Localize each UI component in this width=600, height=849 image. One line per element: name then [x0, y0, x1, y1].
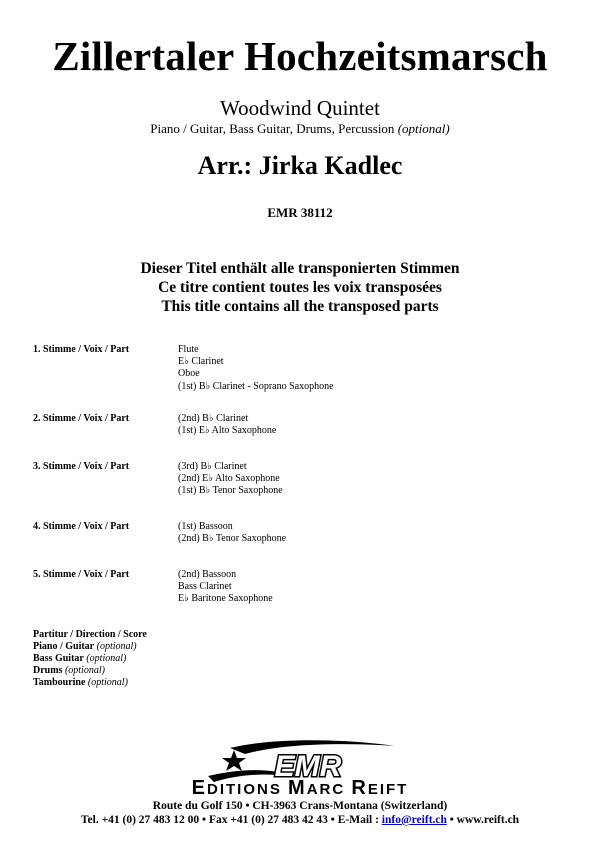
instrument-item — [178, 413, 276, 425]
instrument-name: Alto Saxophone — [214, 473, 280, 485]
instrument-item — [178, 356, 334, 368]
part-label: 5. Stimme / Voix / Part — [33, 569, 130, 580]
score-item-name: Piano / Guitar — [33, 641, 95, 652]
part-instruments — [178, 344, 334, 393]
score-item — [33, 677, 147, 689]
instrument-prefix: (2nd) — [178, 413, 200, 424]
instrument-item — [178, 485, 283, 497]
instrument-prefix: (1st) — [178, 485, 197, 497]
score-item — [33, 653, 147, 665]
instrumentation-optional: (optional) — [397, 121, 450, 136]
instrument-item — [178, 425, 276, 437]
instrument-name: Clarinet - Soprano Saxophone — [212, 380, 334, 392]
instrument-prefix: (3rd) — [178, 461, 198, 472]
part-instruments — [178, 569, 273, 606]
instrument-name: Tenor Saxophone — [212, 485, 283, 497]
part-label: 1. Stimme / Voix / Part — [33, 344, 130, 355]
catalog-number: EMR 38112 — [267, 205, 333, 220]
instrument-item — [178, 593, 273, 605]
score-item — [33, 665, 147, 677]
part-instruments — [178, 461, 283, 498]
instrument-name: Bassoon — [202, 569, 237, 580]
contact-website: • www.reift.ch — [449, 814, 520, 826]
logo-emr-text: EMR — [274, 750, 342, 783]
subtitle: Woodwind Quintet — [220, 96, 380, 120]
score-item-name: Drums — [33, 665, 63, 676]
instrument-name: Bass Clarinet — [178, 581, 232, 593]
instrument-key: B♭ — [198, 380, 211, 392]
instrument-prefix: (2nd) — [178, 473, 200, 485]
part-label: 2. Stimme / Voix / Part — [33, 413, 130, 424]
part-instruments — [178, 521, 286, 545]
score-item-note: (optional) — [86, 653, 127, 664]
publisher-address: Route du Golf 150 • CH-3963 Crans-Montana (Switzerland) — [152, 800, 448, 812]
instrument-key: B♭ — [202, 413, 214, 424]
instrument-item — [178, 569, 273, 581]
publisher-contact — [0, 813, 600, 827]
score-item-name: Tambourine — [33, 677, 86, 688]
instrument-key: E♭ — [198, 425, 210, 437]
instrument-prefix: (1st) — [178, 380, 197, 392]
instrument-name: Clarinet — [214, 461, 247, 472]
instrument-name: Flute — [178, 344, 199, 355]
instrument-item — [178, 581, 273, 593]
instrument-item — [178, 473, 283, 485]
instrument-name: Bassoon — [198, 521, 233, 532]
instrument-key: E♭ — [178, 593, 189, 605]
instrument-name: Baritone Saxophone — [191, 593, 273, 605]
instrument-item — [178, 521, 286, 533]
transposition-note-en: This title contains all the transposed parts — [161, 298, 439, 315]
score-list — [33, 629, 147, 689]
instrument-item — [178, 381, 334, 393]
transposition-note-fr: Ce titre contient toutes les voix transposées — [158, 279, 442, 296]
instrument-name: Oboe — [178, 368, 200, 380]
instrument-item — [178, 344, 334, 356]
instrument-key: E♭ — [202, 473, 213, 485]
score-item-note: (optional) — [64, 665, 105, 676]
score-item-note: (optional) — [96, 641, 137, 652]
instrument-key: B♭ — [200, 461, 212, 472]
instrument-prefix: (1st) — [178, 521, 197, 532]
arranger: Arr.: Jirka Kadlec — [197, 151, 403, 180]
score-item-name: Bass Guitar — [33, 653, 84, 664]
instrument-name: Alto Saxophone — [211, 425, 277, 437]
score-item-name: Partitur / Direction / Score — [33, 629, 147, 640]
contact-phone-fax: Tel. +41 (0) 27 483 12 00 • Fax +41 (0) 27 483 42 43 • E-Mail : — [80, 814, 379, 826]
publisher-name: EDITIONS MARC REIFT — [191, 777, 409, 799]
logo-star-icon — [222, 750, 246, 771]
email-link[interactable]: info@reift.ch — [381, 814, 447, 826]
part-label: 4. Stimme / Voix / Part — [33, 521, 130, 532]
instrument-name: Tenor Saxophone — [215, 533, 287, 545]
instrument-item — [178, 368, 334, 380]
instrument-key: E♭ — [178, 356, 189, 368]
instrument-item — [178, 533, 286, 545]
instrument-name: Clarinet — [191, 356, 224, 368]
instrument-prefix: (2nd) — [178, 533, 200, 545]
instrumentation-text: Piano / Guitar, Bass Guitar, Drums, Percussion — [150, 121, 395, 136]
score-item — [33, 641, 147, 653]
instrument-item — [178, 461, 283, 473]
instrument-key: B♭ — [198, 485, 211, 497]
transposition-note-de: Dieser Titel enthält alle transponierten Stimmen — [140, 260, 460, 277]
instrument-prefix: (2nd) — [178, 569, 200, 580]
part-label: 3. Stimme / Voix / Part — [33, 461, 130, 472]
instrumentation-line — [0, 121, 600, 137]
score-item — [33, 629, 147, 641]
instrument-key: B♭ — [202, 533, 214, 545]
instrument-prefix: (1st) — [178, 425, 197, 437]
part-instruments — [178, 413, 276, 437]
instrument-name: Clarinet — [216, 413, 249, 424]
score-item-note: (optional) — [87, 677, 128, 688]
page-title: Zillertaler Hochzeitsmarsch — [52, 33, 548, 79]
